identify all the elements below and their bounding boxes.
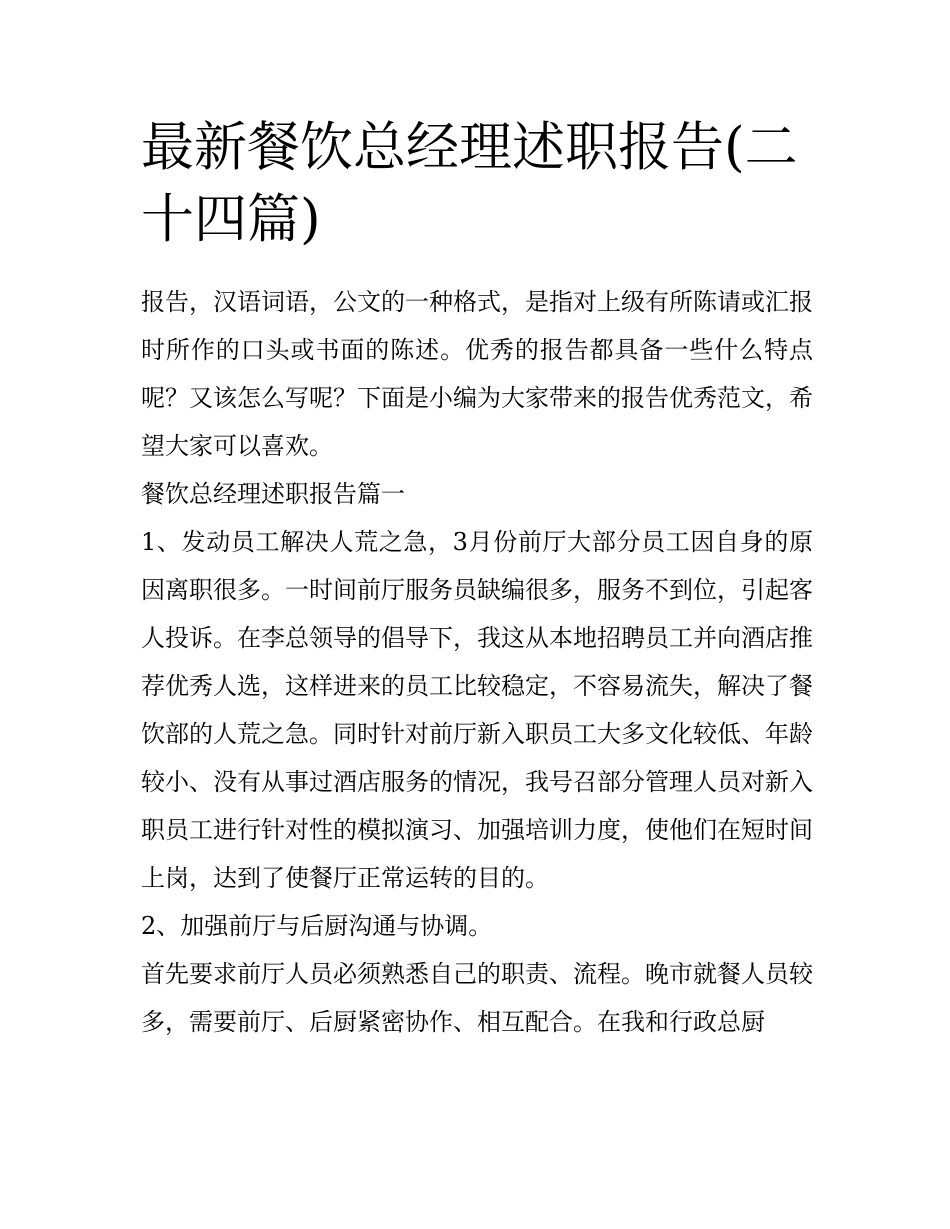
document-body: [141, 112, 813, 1046]
body-paragraph-1: 1、发动员工解决人荒之急，3月份前厅大部分员工因自身的原因离职很多。一时间前厅服务员缺编很多，服务不到位，引起客人投诉。在李总领导的倡导下，我这从本地招聘员工并向酒店推荐优秀人选，这样进来的员工比较稳定，不容易流失，解决了餐饮部的人荒之急。同时针对前厅新入职员工大多文化较低、年龄较小、没有从事过酒店服务的情况，我号召部分管理人员对新入职员工进行针对性的模拟演习、加强培训力度，使他们在短时间上岗，达到了使餐厅正常运转的目的。: [141, 528, 813, 892]
section-heading: 餐饮总经理述职报告篇一: [141, 480, 405, 508]
body-paragraph-2: 2、加强前厅与后厨沟通与协调。: [141, 912, 493, 940]
body-paragraph-3: 首先要求前厅人员必须熟悉自己的职责、流程。晚市就餐人员较多，需要前厅、后厨紧密协作、相互配合。在我和行政总厨: [141, 960, 813, 1036]
document-title: 最新餐饮总经理述职报告(二十四篇): [141, 117, 798, 250]
intro-paragraph: 报告，汉语词语，公文的一种格式，是指对上级有所陈请或汇报时所作的口头或书面的陈述。优秀的报告都具备一些什么特点呢？又该怎么写呢？下面是小编为大家带来的报告优秀范文，希望大家可以喜欢。: [141, 288, 813, 460]
